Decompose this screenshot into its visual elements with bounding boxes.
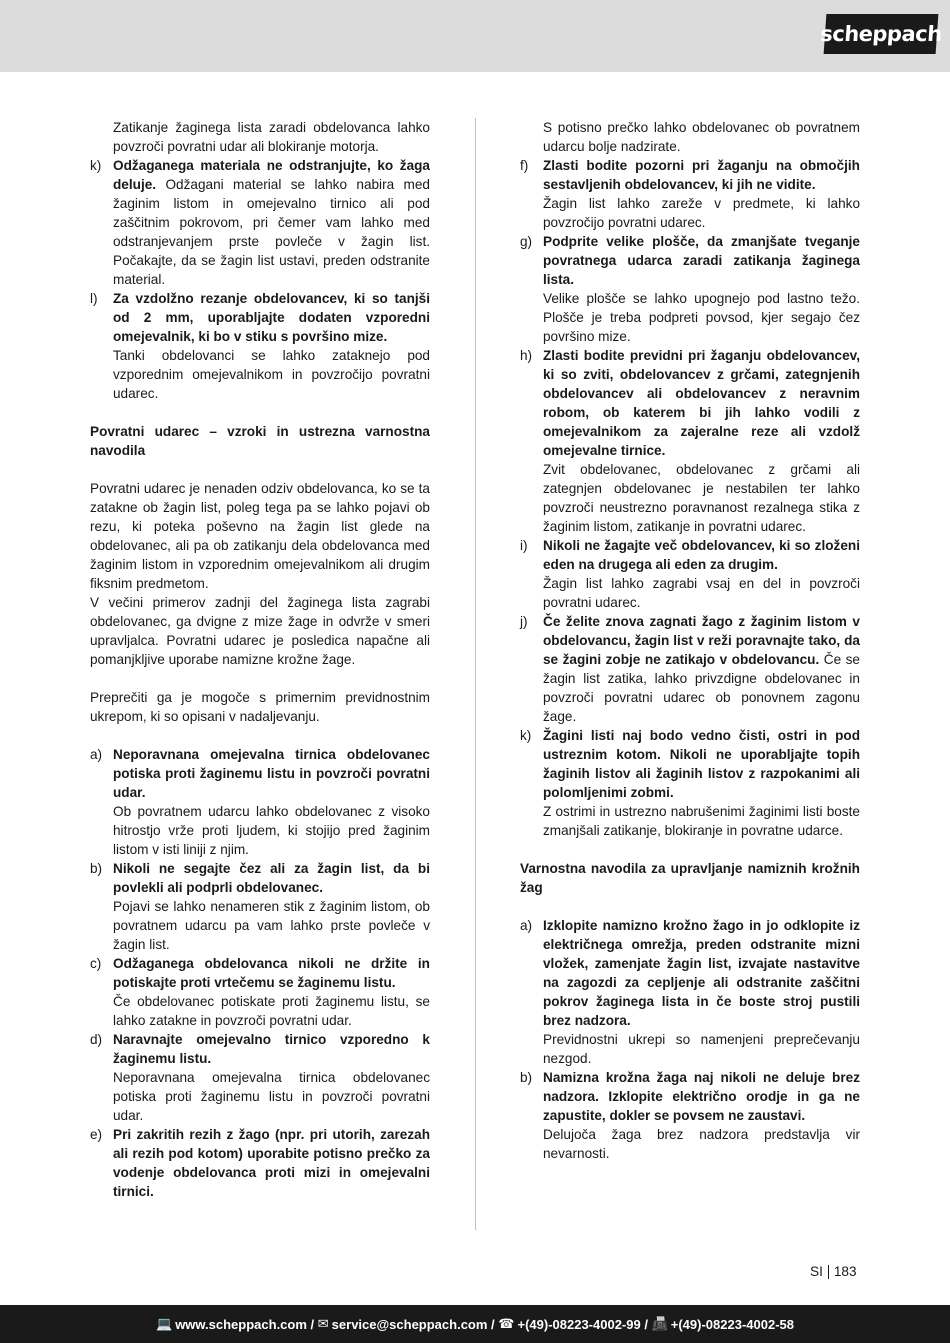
item-body: Če obdelovanec potiskate proti žaginemu listu, se lahko zatakne in povzroči povratni udar.: [113, 994, 430, 1028]
item-marker: i): [520, 538, 528, 553]
item-marker: k): [520, 728, 532, 743]
item-marker: k): [90, 158, 102, 173]
footer-phone: +(49)-08223-4002-99 /: [517, 1316, 648, 1332]
item-body: Velike plošče se lahko upognejo pod lastno težo. Plošče je treba podpreti povsod, kjer segajo čez površino mize.: [543, 291, 860, 344]
item-body: Odžagani material se lahko nabira med žaginim listom in omejevalno tirnico ali pod zaščitnim pokrovom, pri čemer vam lahko med odstranjevanjem prste povleče v žagin list. Počakajte, da se žagin list ustavi, preden odstranite material.: [113, 177, 430, 287]
item-body: Delujoča žaga brez nadzora predstavlja vir nevarnosti.: [543, 1127, 860, 1161]
item-body: Pojavi se lahko nenameren stik z žaginim listom, ob povratnem udarcu pa vam lahko prste povleče v žagin list.: [113, 899, 430, 952]
section-heading: Povratni udarec – vzroki in ustrezna varnostna navodila: [90, 424, 430, 458]
item-text: [543, 612, 860, 726]
item-body: Zvit obdelovanec, obdelovanec z grčami ali zategnjen obdelovanec je nestabilen ter lahko povzroči neustrezno poravnanost rezalnega stika z žaginim listom, zatikanje in povratni udarec.: [543, 462, 860, 534]
item-body: Z ostrimi in ustrezno nabrušenimi žaginimi listi boste zmanjšali zatikanje, blokiranje in povratne udarce.: [543, 804, 860, 838]
page-number-value: 183: [833, 1264, 857, 1279]
list-item: [520, 726, 860, 840]
footer-email[interactable]: service@scheppach.com /: [331, 1316, 495, 1332]
item-body: Ob povratnem udarcu lahko obdelovanec z visoko hitrostjo vrže proti ljudem, ki stojijo pred žaginim listom v isti liniji z njim.: [113, 804, 430, 857]
section-heading: Varnostna navodila za upravljanje namiznih krožnih žag: [520, 861, 860, 895]
phone-icon: ☎: [498, 1316, 515, 1331]
list-item: [520, 346, 860, 536]
list-item: [520, 612, 860, 726]
item-title: Odžaganega obdelovanca nikoli ne držite in potiskajte proti vrtečemu se žaginemu listu.: [113, 956, 430, 990]
item-title: Za vzdolžno rezanje obdelovancev, ki so tanjši od 2 mm, uporabljajte dodaten vzporedni omejevalnik, ki bo v stiku s površino mize.: [113, 291, 430, 344]
item-marker: a): [90, 747, 103, 762]
list-item: [520, 156, 860, 232]
intro-text: Zatikanje žaginega lista zaradi obdelovanca lahko povzroči povratni udar ali blokiranje motorja.: [113, 120, 430, 154]
list-item: [520, 232, 860, 346]
intro-text: S potisno prečko lahko obdelovanec ob povratnem udarcu bolje nadzirate.: [543, 120, 860, 154]
item-marker: b): [520, 1070, 533, 1085]
item-marker: l): [90, 291, 98, 306]
item-body: Žagin list lahko zareže v predmete, ki lahko povzročijo povratni udarec.: [543, 196, 860, 230]
item-body: Žagin list lahko zagrabi vsaj en del in povzroči povratni udarec.: [543, 576, 860, 610]
computer-icon: 💻: [156, 1316, 173, 1331]
list-item: [520, 536, 860, 612]
paragraph: V večini primerov zadnji del žaginega lista zagrabi obdelovanec, ga dvigne z mize žage in odvrže v smeri upravljalca. Povratni udarec je posledica napačne ali pomanjkljive uporabe namizne krožne žage.: [90, 595, 430, 667]
left-column: [90, 118, 430, 1201]
list-item: [90, 954, 430, 1030]
list-item: [520, 916, 860, 1068]
item-marker: e): [90, 1127, 103, 1142]
list-item: [90, 156, 430, 289]
item-text: [113, 156, 430, 289]
footer-bar: [0, 1305, 950, 1343]
item-marker: h): [520, 348, 533, 363]
item-title: Nikoli ne segajte čez ali za žagin list, da bi povlekli ali podprli obdelovanec.: [113, 861, 430, 895]
item-title: Zlasti bodite previdni pri žaganju obdelovancev, ki so zviti, obdelovancev z grčami, zategnjenih obdelovancev ali obdelovancev z neravnim robom, ob katerem bi jih lahko vodili z omejevalnikom za zajeralne reze ali vzdolž omejevalne tirnice.: [543, 348, 860, 458]
item-marker: a): [520, 918, 533, 933]
column-divider: [475, 118, 476, 1230]
item-body: Če se žagin list zatika, lahko privzdigne obdelovanec in povzroči povratni udarec ob ponovnem zagonu žage.: [543, 652, 860, 724]
list-item: [90, 745, 430, 859]
item-marker: f): [520, 158, 529, 173]
item-body: Tanki obdelovanci se lahko zataknejo pod vzporednim omejevalnikom in povzročijo povratni udarec.: [113, 348, 430, 401]
item-title: Izklopite namizno krožno žago in jo odklopite iz električnega omrežja, preden odstranite mizni vložek, zamenjate žagin list, izvajate nastavitve na zagozdi za cepljenje ali odstranite zaščitni pokrov žaginega lista in če boste stroj pustili brez nadzora.: [543, 918, 860, 1028]
header-bar: [0, 0, 950, 72]
page-number: [810, 1264, 857, 1279]
language-code: SI: [810, 1264, 823, 1279]
item-title: Če želite znova zagnati žago z žaginim listom v obdelovancu, žagin list v reži poravnajte tako, da se žagini zobje ne zatikajo v obdelovancu.: [543, 614, 860, 667]
list-item: [90, 859, 430, 954]
list-item: [520, 1068, 860, 1163]
list-item: [90, 289, 430, 403]
item-marker: c): [90, 956, 102, 971]
item-title: Neporavnana omejevalna tirnica obdelovanec potiska proti žaginemu listu in povzroči povratni udar.: [113, 747, 430, 800]
paragraph: Preprečiti ga je mogoče s primernim previdnostnim ukrepom, ki so opisani v nadaljevanju.: [90, 690, 430, 724]
page-number-separator: [828, 1265, 829, 1279]
item-title: Odžaganega materiala ne odstranjujte, ko žaga deluje.: [113, 158, 430, 192]
paragraph: Povratni udarec je nenaden odziv obdelovanca, ko se ta zatakne ob žagin list, poleg tega pa se lahko pojavi ob rezu, ki poteka poševno na žagin list glede na obdelovanec, ali pa ob zatikanju dela obdelovanca med žaginim listom in vzporednim omejevalnikom ali drugim fiksnim predmetom.: [90, 481, 430, 591]
item-title: Zlasti bodite pozorni pri žaganju na območjih sestavljenih obdelovancev, ki jih ne vidite.: [543, 158, 860, 192]
item-marker: b): [90, 861, 103, 876]
item-title: Pri zakritih rezih z žago (npr. pri utorih, zarezah ali rezih pod kotom) uporabite potisno prečko za vodenje obdelovanca proti mizi in omejevalni tirnici.: [113, 1127, 430, 1199]
footer-website[interactable]: www.scheppach.com /: [175, 1316, 315, 1332]
item-title: Žagini listi naj bodo vedno čisti, ostri in pod ustreznim kotom. Nikoli ne uporabljajte topih žaginih listov ali žaginih listov z razpokanimi ali polomljenimi zobmi.: [543, 728, 860, 800]
list-item: [90, 1030, 430, 1125]
list-item: [90, 1125, 430, 1201]
item-body: Previdnostni ukrepi so namenjeni preprečevanju nezgod.: [543, 1032, 860, 1066]
item-marker: j): [520, 614, 528, 629]
right-column: [520, 118, 860, 1163]
item-title: Nikoli ne žagajte več obdelovancev, ki so zloženi eden na drugega ali eden za drugim.: [543, 538, 860, 572]
item-marker: d): [90, 1032, 103, 1047]
item-marker: g): [520, 234, 533, 249]
item-title: Namizna krožna žaga naj nikoli ne deluje brez nadzora. Izklopite električno orodje in ga ne zapustite, dokler se povsem ne zaustavi.: [543, 1070, 860, 1123]
fax-icon: 📠: [651, 1316, 668, 1331]
scheppach-logo[interactable]: scheppach: [824, 14, 939, 54]
item-title: Naravnajte omejevalno tirnico vzporedno k žaginemu listu.: [113, 1032, 430, 1066]
item-body: Neporavnana omejevalna tirnica obdelovanec potiska proti žaginemu listu in povzroči povratni udar.: [113, 1070, 430, 1123]
footer-fax: +(49)-08223-4002-58: [670, 1316, 794, 1332]
item-title: Podprite velike plošče, da zmanjšate tveganje povratnega udarca zaradi zatikanja žaginega lista.: [543, 234, 860, 287]
mail-icon: ✉: [317, 1316, 329, 1331]
